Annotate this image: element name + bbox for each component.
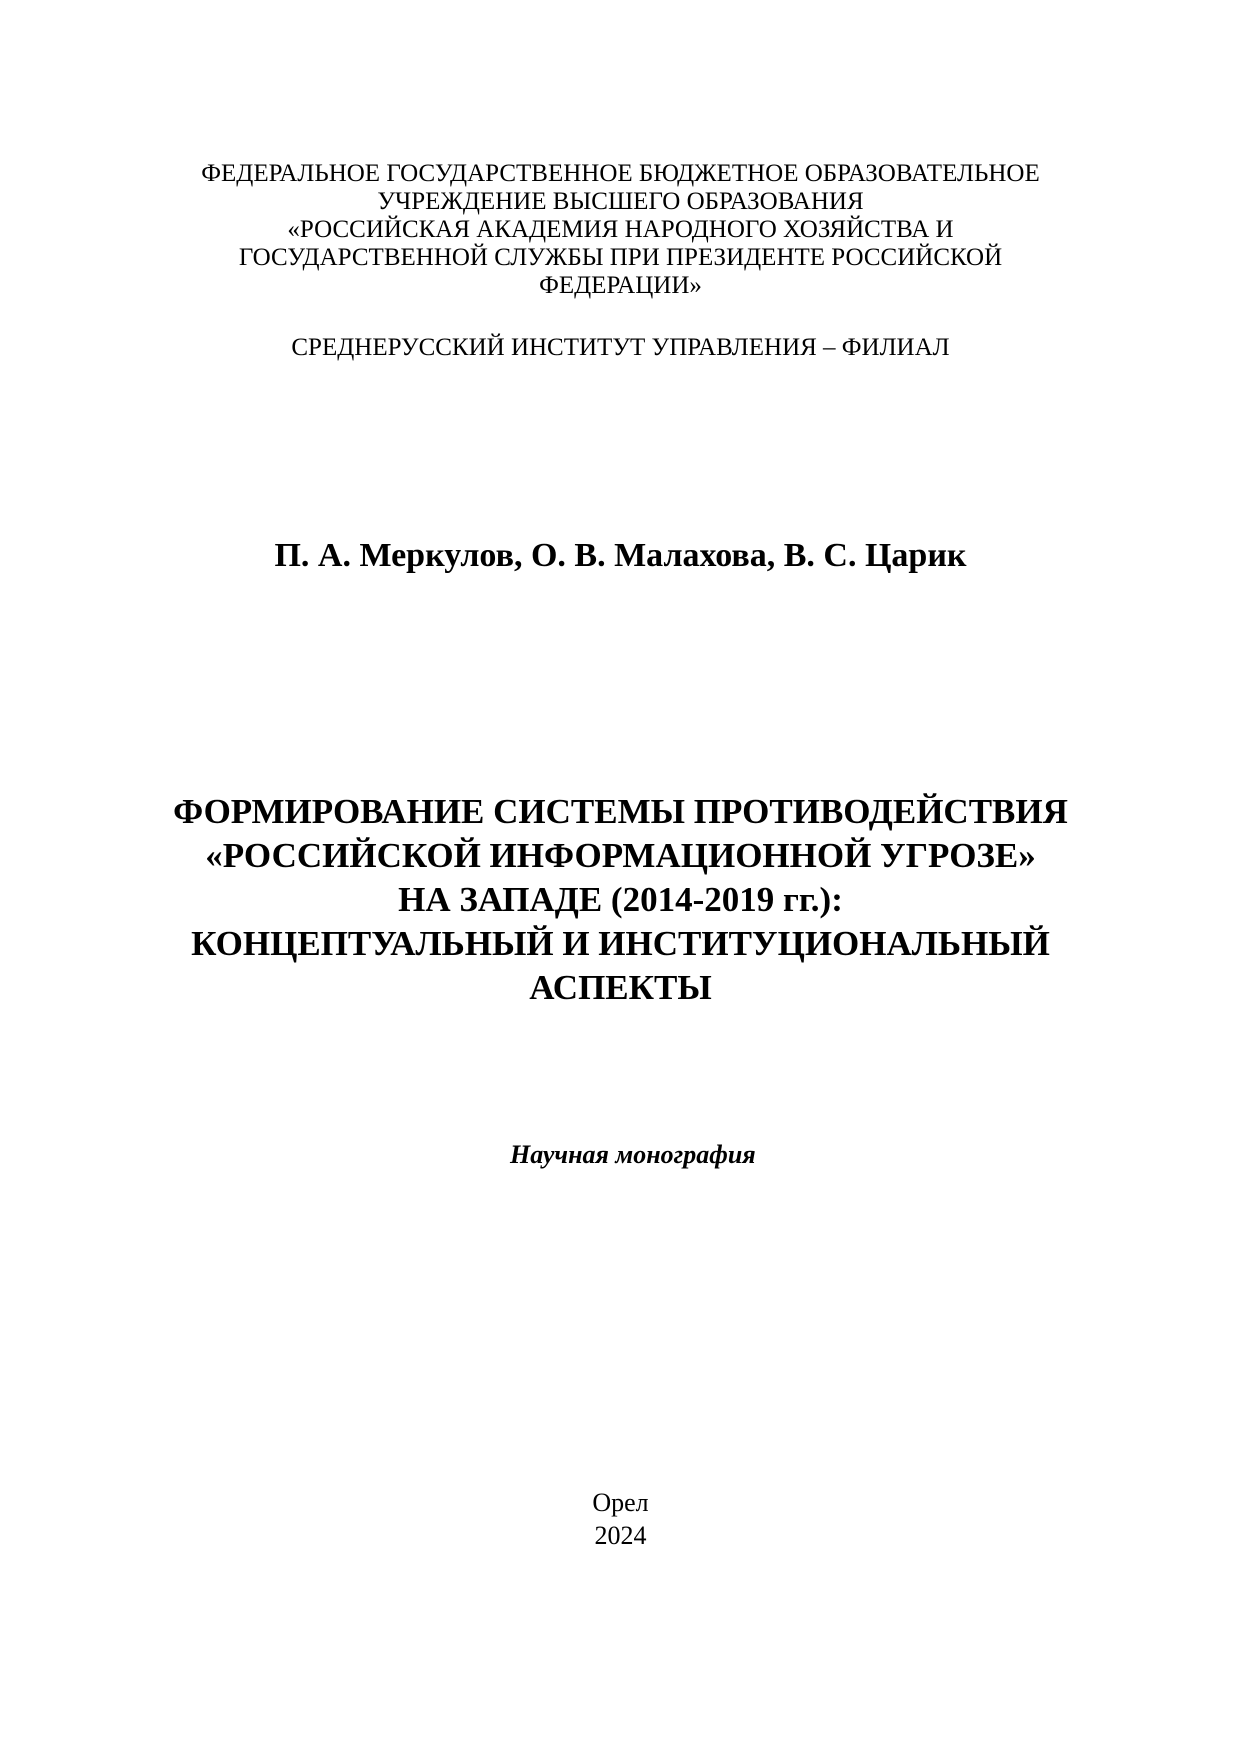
institution-line: «РОССИЙСКАЯ АКАДЕМИЯ НАРОДНОГО ХОЗЯЙСТВА И: [287, 216, 954, 243]
imprint: [0, 1486, 1241, 1552]
title-line: КОНЦЕПТУАЛЬНЫЙ И ИНСТИТУЦИОНАЛЬНЫЙ: [191, 924, 1050, 963]
institution-header: [0, 160, 1241, 300]
institution-line: ГОСУДАРСТВЕННОЙ СЛУЖБЫ ПРИ ПРЕЗИДЕНТЕ РОССИЙСКОЙ: [238, 244, 1003, 271]
institution-line: ФЕДЕРАЛЬНОЕ ГОСУДАРСТВЕННОЕ БЮДЖЕТНОЕ ОБРАЗОВАТЕЛЬНОЕ: [201, 160, 1040, 187]
institution-line: ФЕДЕРАЦИИ»: [539, 272, 702, 299]
publication-type: Научная монография: [510, 1140, 756, 1169]
branch-name: СРЕДНЕРУССКИЙ ИНСТИТУТ УПРАВЛЕНИЯ – ФИЛИАЛ: [291, 334, 950, 361]
title-line: АСПЕКТЫ: [529, 968, 712, 1007]
imprint-city: Орел: [592, 1488, 649, 1517]
title-line: «РОССИЙСКОЙ ИНФОРМАЦИОННОЙ УГРОЗЕ»: [205, 836, 1036, 875]
institution-line: УЧРЕЖДЕНИЕ ВЫСШЕГО ОБРАЗОВАНИЯ: [377, 188, 864, 215]
book-title: [0, 790, 1241, 1010]
title-line: НА ЗАПАДЕ (2014-2019 гг.):: [398, 880, 843, 919]
imprint-year: 2024: [594, 1521, 647, 1550]
title-line: ФОРМИРОВАНИЕ СИСТЕМЫ ПРОТИВОДЕЙСТВИЯ: [173, 792, 1068, 831]
authors: П. А. Меркулов, О. В. Малахова, В. С. Царик: [274, 537, 967, 574]
